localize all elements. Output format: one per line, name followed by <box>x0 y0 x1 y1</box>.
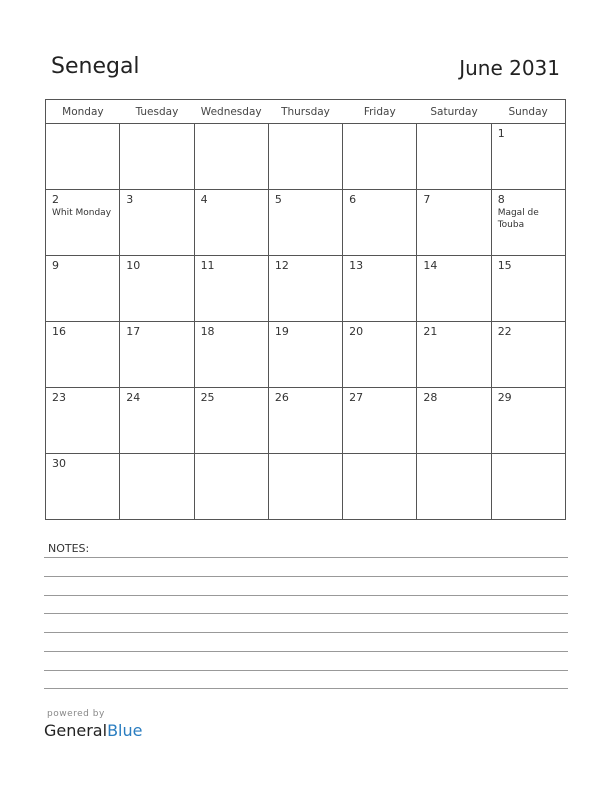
weekday-sunday: Sunday <box>491 100 565 124</box>
weekday-tuesday: Tuesday <box>120 100 194 124</box>
day-cell <box>343 388 417 454</box>
day-number <box>269 124 342 127</box>
day-cell <box>46 256 120 322</box>
day-number: 7 <box>423 193 431 206</box>
day-cell <box>343 454 417 520</box>
day-cell <box>194 190 268 256</box>
note-line <box>44 613 568 614</box>
note-line <box>44 688 568 689</box>
calendar-grid <box>45 99 566 520</box>
week-row <box>46 322 566 388</box>
day-number: 11 <box>200 259 215 272</box>
day-number: 30 <box>52 457 66 470</box>
day-cell <box>491 256 565 322</box>
day-cell <box>46 388 120 454</box>
day-number: 19 <box>274 325 289 338</box>
powered-by-text: powered by <box>47 709 105 719</box>
note-line <box>44 670 568 671</box>
day-number <box>46 124 119 127</box>
note-line <box>44 632 568 633</box>
day-number: 23 <box>52 391 66 404</box>
weekday-saturday: Saturday <box>417 100 491 124</box>
day-cell <box>120 124 194 190</box>
day-number: 15 <box>497 259 512 272</box>
brand-logo <box>44 721 142 740</box>
weekday-thursday: Thursday <box>268 100 342 124</box>
day-cell <box>491 454 565 520</box>
day-cell <box>268 322 342 388</box>
weekday-friday: Friday <box>343 100 417 124</box>
day-cell <box>268 388 342 454</box>
day-cell <box>491 322 565 388</box>
week-row <box>46 124 566 190</box>
note-line <box>44 651 568 652</box>
day-cell <box>491 124 565 190</box>
brand-general: General <box>44 721 108 740</box>
day-number: 24 <box>126 391 141 404</box>
day-number: 3 <box>126 193 134 206</box>
day-cell <box>343 190 417 256</box>
day-number: 29 <box>497 391 512 404</box>
day-cell <box>194 256 268 322</box>
day-cell <box>46 322 120 388</box>
week-row <box>46 454 566 520</box>
holiday-label: Whit Monday <box>52 208 112 218</box>
day-cell <box>268 190 342 256</box>
day-cell <box>268 124 342 190</box>
day-cell <box>417 256 491 322</box>
day-cell <box>120 190 194 256</box>
day-cell <box>120 388 194 454</box>
day-cell <box>268 256 342 322</box>
day-number: 13 <box>349 259 364 272</box>
holiday-label: Magal de Touba <box>497 208 539 230</box>
day-number: 2 <box>52 193 59 206</box>
day-number: 22 <box>497 325 512 338</box>
day-number: 21 <box>423 325 438 338</box>
day-cell <box>417 124 491 190</box>
week-row <box>46 256 566 322</box>
brand-blue: Blue <box>107 721 143 740</box>
day-cell <box>120 454 194 520</box>
weekday-wednesday: Wednesday <box>194 100 268 124</box>
note-line <box>44 557 568 558</box>
day-number: 8 <box>497 193 505 206</box>
day-number <box>195 454 268 457</box>
day-number: 18 <box>200 325 215 338</box>
month-year-title: June 2031 <box>459 56 560 80</box>
day-number: 26 <box>274 391 289 404</box>
day-number: 20 <box>349 325 364 338</box>
country-title: Senegal <box>51 54 140 79</box>
day-cell <box>46 124 120 190</box>
note-line <box>44 576 568 577</box>
day-number: 25 <box>200 391 215 404</box>
day-cell <box>417 322 491 388</box>
day-cell <box>343 256 417 322</box>
day-number: 17 <box>126 325 141 338</box>
day-number: 14 <box>423 259 438 272</box>
notes-label: NOTES: <box>48 542 90 555</box>
day-number <box>120 124 193 127</box>
day-number <box>343 454 416 457</box>
day-cell <box>491 190 565 256</box>
day-number <box>417 124 490 127</box>
day-number: 4 <box>200 193 208 206</box>
day-cell <box>46 190 120 256</box>
day-number: 16 <box>52 325 66 338</box>
weekday-monday: Monday <box>46 100 120 124</box>
day-number: 9 <box>52 259 59 272</box>
day-cell <box>194 322 268 388</box>
day-number: 6 <box>349 193 357 206</box>
day-cell <box>120 322 194 388</box>
day-cell <box>194 124 268 190</box>
day-cell <box>343 322 417 388</box>
week-row <box>46 388 566 454</box>
note-line <box>44 595 568 596</box>
week-row <box>46 190 566 256</box>
day-number: 12 <box>274 259 289 272</box>
day-number <box>120 454 193 457</box>
day-number: 5 <box>274 193 282 206</box>
day-number <box>417 454 490 457</box>
day-number <box>492 454 565 457</box>
day-number: 10 <box>126 259 141 272</box>
day-cell <box>491 388 565 454</box>
day-cell <box>268 454 342 520</box>
day-number <box>269 454 342 457</box>
day-cell <box>417 454 491 520</box>
day-cell <box>194 454 268 520</box>
day-number <box>195 124 268 127</box>
day-number: 1 <box>497 127 505 140</box>
day-number: 28 <box>423 391 438 404</box>
day-cell <box>343 124 417 190</box>
day-cell <box>120 256 194 322</box>
day-cell <box>46 454 120 520</box>
day-number: 27 <box>349 391 364 404</box>
day-number <box>343 124 416 127</box>
day-cell <box>417 388 491 454</box>
day-cell <box>417 190 491 256</box>
day-cell <box>194 388 268 454</box>
weekday-header-row <box>46 100 566 124</box>
